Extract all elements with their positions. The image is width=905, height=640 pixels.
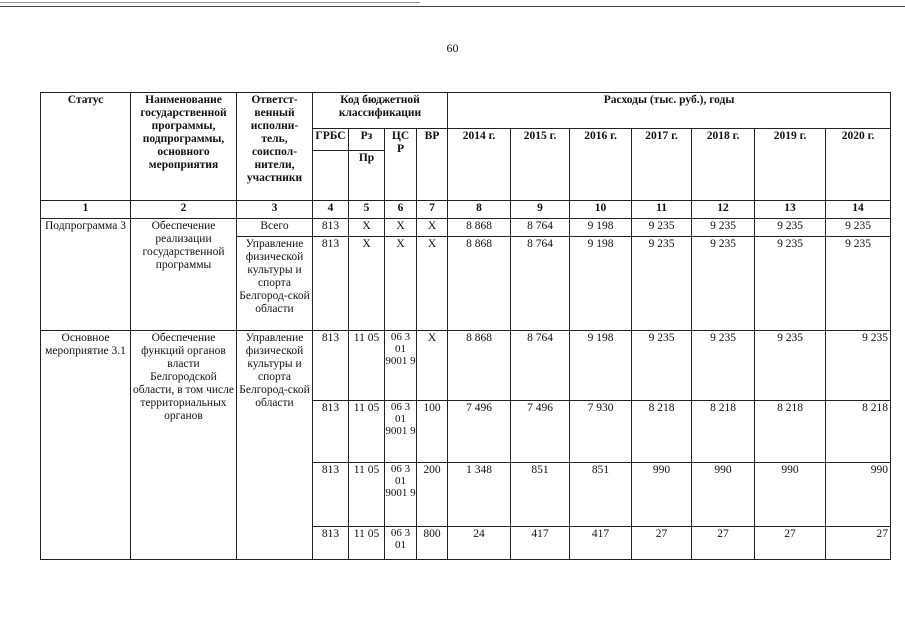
header-budget-code: Код бюджетной классификации: [313, 93, 448, 129]
page-number: 60: [446, 41, 459, 55]
header-year-2015: 2015 г.: [511, 129, 570, 201]
cell-value: 8 764: [511, 219, 570, 237]
cell-value: 8 868: [448, 219, 511, 237]
cell-value: 8 868: [448, 237, 511, 331]
cell-value: 9 235: [692, 219, 755, 237]
col-number: 14: [826, 201, 891, 219]
cell-rz: 11 05: [349, 463, 385, 527]
cell-value: 27: [692, 527, 755, 560]
column-numbers-row: [41, 201, 891, 219]
cell-value: 7 496: [448, 401, 511, 463]
cell-value: 8 764: [511, 331, 570, 401]
cell-csr: Х: [385, 219, 417, 237]
header-csr: ЦС Р: [385, 129, 417, 201]
top-rule-short: [0, 2, 420, 3]
col-number: 9: [511, 201, 570, 219]
header-year-2014: 2014 г.: [448, 129, 511, 201]
cell-rz: 11 05: [349, 401, 385, 463]
cell-value: 27: [755, 527, 826, 560]
cell-rz: 11 05: [349, 331, 385, 401]
cell-value: 8 764: [511, 237, 570, 331]
cell-value: 9 198: [570, 237, 632, 331]
header-expenses: Расходы (тыс. руб.), годы: [448, 93, 891, 129]
cell-vr: 800: [417, 527, 448, 560]
col-number: 13: [755, 201, 826, 219]
cell-value: 851: [570, 463, 632, 527]
cell-value: 7 496: [511, 401, 570, 463]
cell-value: 9 235: [632, 237, 692, 331]
cell-csr: 06 3 01 9001 9: [385, 331, 417, 401]
header-rz: Рз: [349, 129, 385, 151]
col-number: 10: [570, 201, 632, 219]
cell-grbs: 813: [313, 331, 349, 401]
cell-value: 9 235: [826, 331, 891, 401]
cell-vr: Х: [417, 219, 448, 237]
top-rule: [0, 6, 905, 7]
cell-value: 990: [755, 463, 826, 527]
cell-value: 9 235: [632, 331, 692, 401]
cell-vr: Х: [417, 331, 448, 401]
table-row: [41, 219, 891, 237]
col-number: 6: [385, 201, 417, 219]
header-name: Наименование государственной программы, подпрограммы, основного мероприятия: [131, 93, 237, 201]
col-number: 7: [417, 201, 448, 219]
cell-rz: Х: [349, 237, 385, 331]
col-number: 1: [41, 201, 131, 219]
header-pr: Пр: [349, 151, 385, 201]
header-grbs-empty: [313, 151, 349, 201]
cell-value: 27: [632, 527, 692, 560]
header-year-2017: 2017 г.: [632, 129, 692, 201]
cell-value: 8 218: [692, 401, 755, 463]
cell-value: 417: [570, 527, 632, 560]
row-executor: Всего: [237, 219, 313, 237]
cell-csr: 06 3 01: [385, 527, 417, 560]
cell-grbs: 813: [313, 237, 349, 331]
cell-value: 9 198: [570, 331, 632, 401]
cell-rz: 11 05: [349, 527, 385, 560]
cell-value: 9 235: [692, 237, 755, 331]
cell-vr: Х: [417, 237, 448, 331]
header-vr: ВР: [417, 129, 448, 201]
row-status: Подпрограмма 3: [41, 219, 131, 331]
cell-value: 9 235: [755, 331, 826, 401]
cell-csr: 06 3 01 9001 9: [385, 463, 417, 527]
cell-csr: 06 3 01 9001 9: [385, 401, 417, 463]
cell-grbs: 813: [313, 219, 349, 237]
cell-value: 9 235: [826, 219, 891, 237]
header-executor: Ответст-венный исполни-тель, соиспол-нители, участники: [237, 93, 313, 201]
cell-csr: Х: [385, 237, 417, 331]
row-executor: Управление физической культуры и спорта Белгород-ской области: [237, 331, 313, 560]
cell-value: 9 235: [632, 219, 692, 237]
col-number: 3: [237, 201, 313, 219]
cell-value: 1 348: [448, 463, 511, 527]
cell-value: 9 235: [755, 237, 826, 331]
header-status: Статус: [41, 93, 131, 201]
cell-value: 7 930: [570, 401, 632, 463]
header-year-2019: 2019 г.: [755, 129, 826, 201]
header-year-2016: 2016 г.: [570, 129, 632, 201]
cell-vr: 200: [417, 463, 448, 527]
col-number: 5: [349, 201, 385, 219]
header-row-1: [41, 93, 891, 129]
cell-value: 851: [511, 463, 570, 527]
cell-value: 417: [511, 527, 570, 560]
row-executor: Управление физической культуры и спорта Белгород-ской области: [237, 237, 313, 331]
cell-value: 9 235: [692, 331, 755, 401]
row-status: Основное мероприятие 3.1: [41, 331, 131, 560]
col-number: 4: [313, 201, 349, 219]
cell-value: 8 868: [448, 331, 511, 401]
header-grbs: ГРБС: [313, 129, 349, 151]
col-number: 11: [632, 201, 692, 219]
cell-value: 990: [826, 463, 891, 527]
cell-value: 990: [632, 463, 692, 527]
cell-rz: Х: [349, 219, 385, 237]
budget-table: [40, 92, 891, 560]
cell-value: 990: [692, 463, 755, 527]
cell-grbs: 813: [313, 401, 349, 463]
cell-value: 27: [826, 527, 891, 560]
cell-value: 8 218: [826, 401, 891, 463]
cell-value: 9 235: [826, 237, 891, 331]
header-year-2018: 2018 г.: [692, 129, 755, 201]
cell-value: 9 198: [570, 219, 632, 237]
row-name: Обеспечение функций органов власти Белгородской области, в том числе территориальных органов: [131, 331, 237, 560]
cell-vr: 100: [417, 401, 448, 463]
col-number: 8: [448, 201, 511, 219]
cell-value: 8 218: [632, 401, 692, 463]
header-year-2020: 2020 г.: [826, 129, 891, 201]
cell-grbs: 813: [313, 527, 349, 560]
cell-value: 24: [448, 527, 511, 560]
cell-value: 9 235: [755, 219, 826, 237]
table-row: [41, 331, 891, 401]
cell-grbs: 813: [313, 463, 349, 527]
col-number: 2: [131, 201, 237, 219]
col-number: 12: [692, 201, 755, 219]
cell-value: 8 218: [755, 401, 826, 463]
row-name: Обеспечение реализации государственной программы: [131, 219, 237, 331]
